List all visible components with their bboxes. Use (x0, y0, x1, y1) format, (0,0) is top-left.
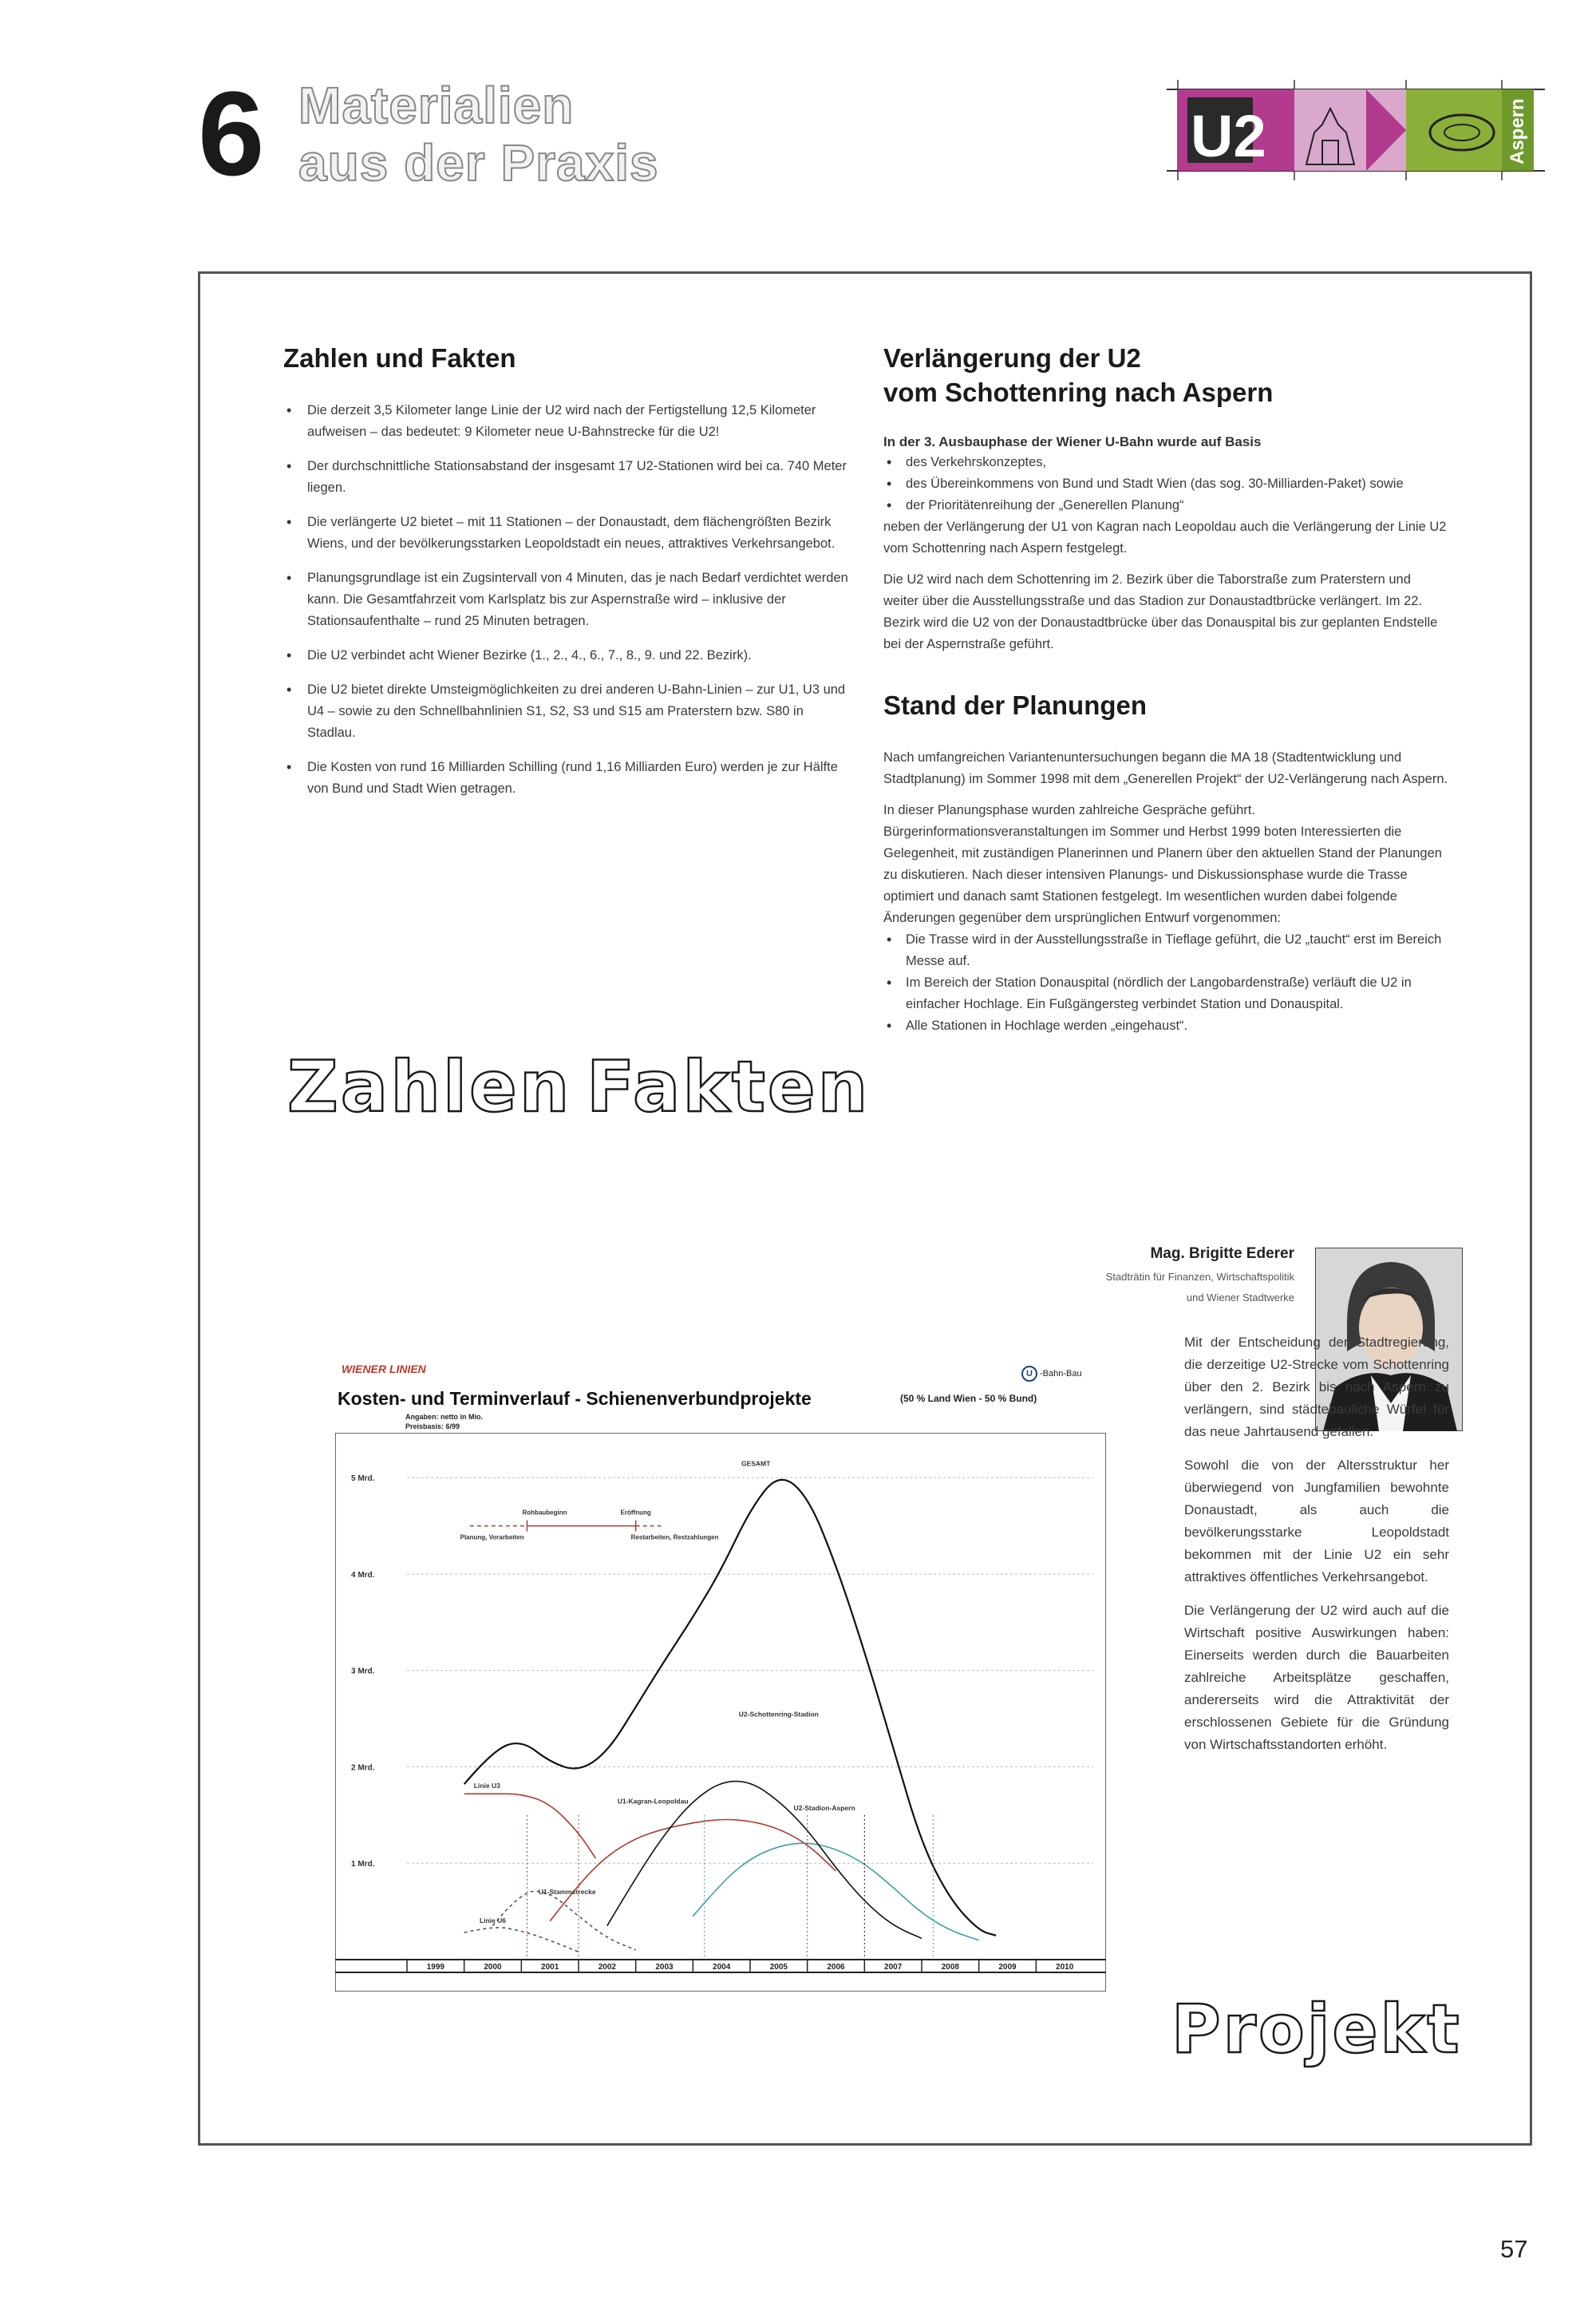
chart-funding: (50 % Land Wien - 50 % Bund) (900, 1393, 1037, 1404)
facts-section (283, 342, 850, 813)
chart-badge-label: -Bahn-Bau (1040, 1368, 1082, 1379)
fact-item: • Die U2 bietet direkte Umsteigmöglichkeiten zu drei anderen U-Bahn-Linien – zur U1, U3 und U4 – sowie zu den Schnellbahnlinien S1, S2, S3 und S15 am Praterstern bzw. S80 in Stadlau. (283, 679, 850, 744)
person-name: Mag. Brigitte Ederer (1150, 1245, 1294, 1262)
quote-paragraph3: Die Verlängerung der U2 wird auch auf die Wirtschaft positive Auswirkungen haben: Einerseits werden durch die Bauarbeiten zahlreiche Arbeitsplätze geschaffen, andererseits wird die Attraktivität der erschlossenen Gebiete für die Gründung von Wirtschaftsstandorten erhöht. (1184, 1603, 1449, 1752)
decor-word-projekt: Projekt (1171, 1990, 1462, 2068)
chart-x-tick-label: 2006 (827, 1963, 845, 1972)
svg-text:U2: U2 (1191, 103, 1266, 169)
chart-note-pricebase: Preisbasis: 6/99 (405, 1422, 460, 1430)
chart-y-tick-label: 2 Mrd. (351, 1763, 375, 1773)
person-role-line2: und Wiener Stadtwerke (1186, 1292, 1294, 1303)
chart-curve-label: Linie U3 (473, 1782, 500, 1790)
fact-item: • Die U2 verbindet acht Wiener Bezirke (1., 2., 4., 6., 7., 8., 9. und 22. Bezirk). (283, 645, 850, 667)
extension-bullet: • der Prioritätenreihung der „Generellen Planung“ (883, 495, 1448, 516)
fact-item: • Die derzeit 3,5 Kilometer lange Linie der U2 wird nach der Fertigstellung 12,5 Kilometer aufweisen – das bedeutet: 9 Kilometer neue U-Bahnstrecke für die U2! (283, 400, 850, 443)
extension-intro: In der 3. Ausbauphase der Wiener U-Bahn wurde auf Basis (883, 433, 1262, 449)
decor-word-zahlen: Zahlen (287, 1046, 572, 1128)
chart-x-tick-label: 2005 (769, 1963, 788, 1972)
quote-block (1184, 1331, 1449, 1767)
chapter-number: 6 (198, 66, 262, 200)
chart-curve-label: U1-Stammstrecke (538, 1887, 596, 1896)
planning-heading: Stand der Planungen (883, 690, 1148, 720)
extension-bullet: • des Übereinkommens von Bund und Stadt Wien (das sog. 30-Milliarden-Paket) sowie (883, 473, 1448, 495)
chart-badge (1021, 1366, 1082, 1382)
extension-paragraph: Die U2 wird nach dem Schottenring im 2. Bezirk über die Taborstraße zum Praterstern und weiter über die Ausstellungsstraße und das Stadion zur Donaustadtbrücke verlängert. Im 22. Bezirk wird die U2 von der Donaustadtbrücke über das Donauspital bis zur geplanten Endstelle bei der Aspernstraße geführt. (883, 572, 1438, 651)
fact-item: • Die verlängerte U2 bietet – mit 11 Stationen – der Donaustadt, dem flächengrößten Bezirk Wiens, und der bevölkerungsstarken Leopoldstadt ein neues, attraktives Verkehrsangebot. (283, 512, 850, 555)
facts-heading: Zahlen und Fakten (283, 343, 516, 373)
chart-curve-label: GESAMT (741, 1459, 771, 1468)
chart-x-tick-label: 2000 (484, 1963, 502, 1972)
chart-phase-label-planung: Planung, Vorarbeiten (460, 1533, 524, 1541)
planning-bullets (883, 929, 1448, 1037)
quote-paragraph2: Sowohl die von der Altersstruktur her überwiegend von Jungfamilien bewohnte Donaustadt, als auch die bevölkerungsstarke Leopoldstadt bekommen mit der Linie U2 ein sehr attraktives öffentliches Verkehrsangebot. (1184, 1458, 1449, 1584)
person-role-line1: Stadträtin für Finanzen, Wirtschaftspolitik (1105, 1271, 1294, 1283)
chart-x-tick-label: 2010 (1056, 1963, 1074, 1972)
u2-aspern-logo (1167, 77, 1545, 184)
planning-paragraph2: In dieser Planungsphase wurden zahlreiche Gespräche geführt. Bürgerinformationsveranstaltungen im Sommer und Herbst 1999 boten Interessierten die Gelegenheit, mit zuständigen Planerinnen und Planern über den aktuellen Stand der Planungen zu diskutieren. Nach dieser intensiven Planungs- und Diskussionsphase wurde die Trasse optimiert und danach samt Stationen festgelegt. Im wesentlichen wurden dabei folgende Änderungen gegenüber dem ursprünglichen Entwurf vorgenommen: (883, 802, 1442, 925)
chart-x-tick-label: 2004 (713, 1963, 731, 1972)
chart-x-tick-label: 2008 (941, 1963, 959, 1972)
svg-text:Aspern: Aspern (1507, 98, 1528, 164)
chart-phase-label-eroeffnung: Eröffnung (620, 1509, 651, 1517)
planning-bullet: • Im Bereich der Station Donauspital (nördlich der Langobardenstraße) verläuft die U2 in einfacher Hochlage. Ein Fußgängersteg verbindet Station und Donauspital. (883, 972, 1448, 1015)
chart-curve-label: U2-Schottenring-Stadion (738, 1710, 819, 1719)
chart-note-units: Angaben: netto in Mio. (405, 1413, 483, 1421)
chart-phase-label-rohbau: Rohbaubeginn (522, 1509, 567, 1517)
planning-bullet: • Alle Stationen in Hochlage werden „eingehaust“. (883, 1015, 1448, 1037)
extension-heading-line2: vom Schottenring nach Aspern (883, 377, 1274, 407)
extension-after-bullets: neben der Verlängerung der U1 von Kagran nach Leopoldau auch die Verlängerung der Linie U2 vom Schottenring nach Aspern festgelegt. (883, 519, 1447, 556)
fact-item: • Planungsgrundlage ist ein Zugsintervall von 4 Minuten, das je nach Bedarf verdichtet werden kann. Die Gesamtfahrzeit vom Karlsplatz bis zur Aspernstraße wird – inklusive der Stationsaufenthalte – rund 25 Minuten betragen. (283, 568, 850, 632)
cost-timeline-chart (335, 1433, 1106, 1992)
chart-y-tick-label: 1 Mrd. (351, 1860, 375, 1869)
page-number: 57 (1500, 2235, 1528, 2263)
chart-x-tick-label: 2002 (598, 1963, 616, 1972)
extension-bullets (883, 452, 1448, 516)
chart-x-tick-label: 2009 (998, 1963, 1017, 1972)
fact-item: • Der durchschnittliche Stationsabstand der insgesamt 17 U2-Stationen wird bei ca. 740 Meter liegen. (283, 456, 850, 499)
quote-paragraph1: Mit der Entscheidung der Stadtregierung, die derzeitige U2-Strecke vom Schottenring über den 2. Bezirk bis nach Aspern zu verlängern, sind städtebauliche Würfel für das neue Jahrtausend gefallen. (1184, 1335, 1449, 1439)
chart-x-tick-label: 2007 (884, 1963, 903, 1972)
chart-y-tick-label: 3 Mrd. (351, 1667, 375, 1676)
chart-x-tick-label: 1999 (426, 1963, 444, 1972)
chart-x-tick-label: 2001 (541, 1963, 559, 1972)
extension-bullet: • des Verkehrskonzeptes, (883, 452, 1448, 473)
fact-item: • Die Kosten von rund 16 Milliarden Schilling (rund 1,16 Milliarden Euro) werden je zur Hälfte von Bund und Stadt Wien getragen. (283, 757, 850, 800)
facts-list (283, 400, 850, 800)
chart-x-tick-label: 2003 (655, 1963, 674, 1972)
chart-brand-logo: WIENER LINIEN (342, 1363, 426, 1375)
extension-heading-line1: Verlängerung der U2 (883, 343, 1141, 373)
chart-curve-label: U1-Kagran-Leopoldau (617, 1797, 689, 1806)
chart-title: Kosten- und Terminverlauf - Schienenverbundprojekte (338, 1388, 812, 1409)
chart-curve-label: Linie U6 (479, 1917, 507, 1925)
chart-phase-label-rest: Restarbeiten, Restzahlungen (630, 1533, 719, 1541)
planning-bullet: • Die Trasse wird in der Ausstellungsstraße in Tieflage geführt, die U2 „taucht“ erst im Bereich Messe auf. (883, 929, 1448, 972)
planning-paragraph1: Nach umfangreichen Variantenuntersuchungen begann die MA 18 (Stadtentwicklung und Stadtplanung) im Sommer 1998 mit dem „Generellen Projekt“ der U2-Verlängerung nach Aspern. (883, 750, 1448, 786)
u-bahn-icon: U (1021, 1366, 1037, 1382)
chapter-title-line2: aus der Praxis (298, 134, 659, 192)
chapter-title-line1: Materialien (298, 77, 575, 134)
chart-y-tick-label: 5 Mrd. (351, 1474, 375, 1484)
extension-section (883, 342, 1448, 1037)
decor-word-fakten: Fakten (587, 1046, 871, 1128)
chart-curve-label: U2-Stadion-Aspern (793, 1803, 855, 1812)
chart-y-tick-label: 4 Mrd. (351, 1570, 375, 1580)
